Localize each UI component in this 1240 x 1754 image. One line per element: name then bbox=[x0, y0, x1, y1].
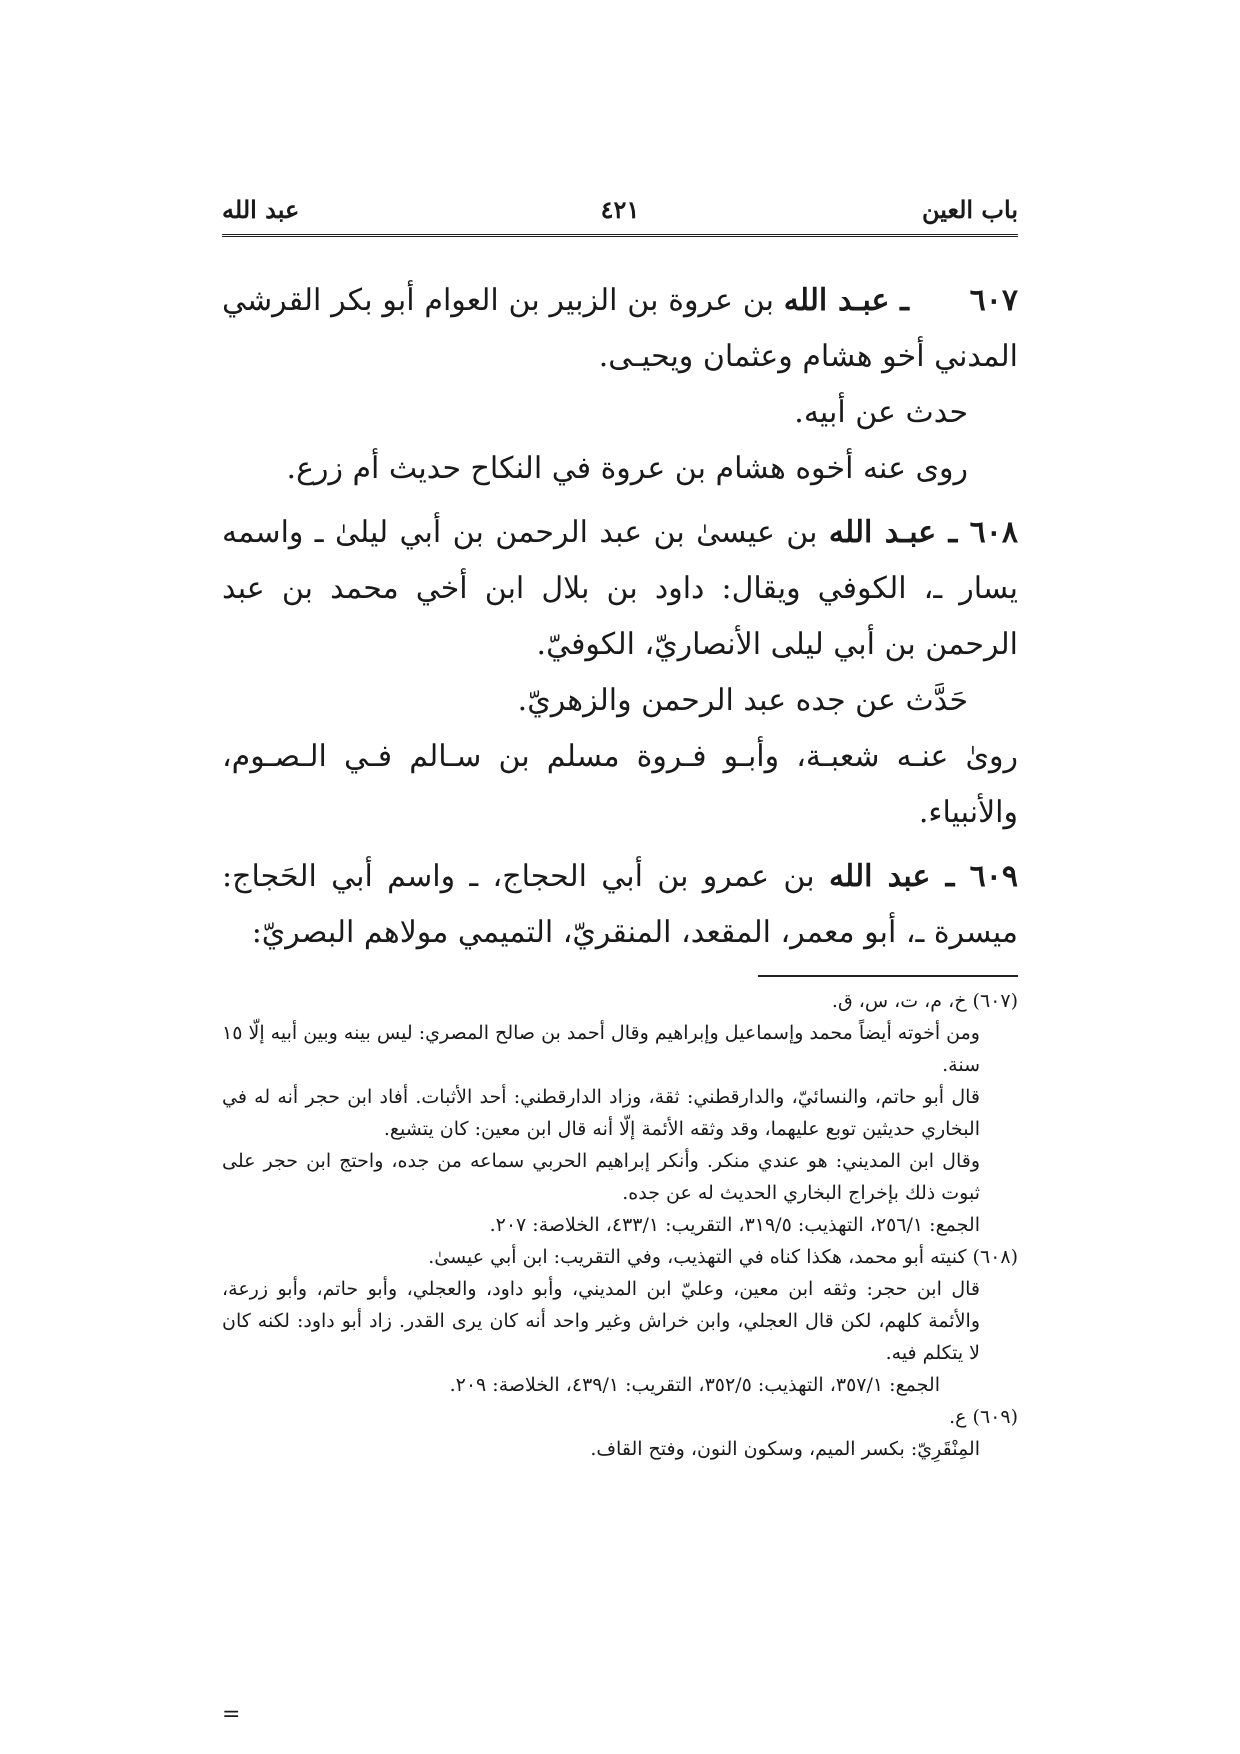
footnote-rule bbox=[758, 975, 1018, 977]
entry-607 bbox=[222, 273, 1018, 497]
section-title: عبد الله bbox=[222, 195, 300, 224]
page-number: ٤٢١ bbox=[600, 195, 640, 224]
footnote-line: الجمع: ٢٥٦/١، التهذيب: ٣١٩/٥، التقريب: ٤٣٣/١، الخلاصة: ٢٠٧. bbox=[489, 1214, 980, 1236]
entry-608 bbox=[222, 505, 1018, 841]
entry-number: ٦٠٩ bbox=[969, 859, 1018, 894]
footnote-line: (٦٠٩) ع. bbox=[949, 1406, 1018, 1428]
entry-line: حدث عن أبيه. bbox=[794, 395, 968, 430]
entry-heading: ٦٠٧ ـ عبـد الله بن عروة بن الزبير بن العوام أبو بكر القرشي المدني أخو هشام وعثمان ويحيـى. bbox=[222, 283, 1018, 374]
entry-number: ٦٠٨ bbox=[969, 515, 1018, 550]
chapter-title: باب العين bbox=[921, 195, 1018, 224]
footnote-line: قال ابن حجر: وثقه ابن معين، وعليّ ابن المديني، وأبو داود، والعجلي، وأبو حاتم، وأبو زرعة، والأئمة كلهم، لكن قال العجلي، وابن خراش وغير واحد أنه كان يرى القدر. زاد أبو داود: لكنه كان لا يتكلم فيه. bbox=[222, 1278, 980, 1364]
entry-heading: ٦٠٨ ـ عبـد الله بن عيسىٰ بن عبد الرحمن بن أبي ليلىٰ ـ واسمه يسار ـ، الكوفي ويقال: داود بن بلال ابن أخي محمد بن عبد الرحمن بن أبي ليلى الأنصاريّ، الكوفيّ. bbox=[222, 515, 1018, 662]
entry-609 bbox=[222, 849, 1018, 961]
header-rule bbox=[222, 234, 1018, 237]
footnote-line: الجمع: ٣٥٧/١، التهذيب: ٣٥٢/٥، التقريب: ٤٣٩/١، الخلاصة: ٢٠٩. bbox=[449, 1374, 940, 1396]
footnote-line: ومن أخوته أيضاً محمد وإسماعيل وإبراهيم وقال أحمد بن صالح المصري: ليس بينه وبين أبيه إلّا ١٥ سنة. bbox=[222, 1022, 980, 1076]
entry-line: حَدَّث عن جده عبد الرحمن والزهريّ. bbox=[517, 683, 968, 718]
entry-heading: ٦٠٩ ـ عبد الله بن عمرو بن أبي الحجاج، ـ واسم أبي الحَجاج: ميسرة ـ، أبو معمر، المقعد، المنقريّ، التميمي مولاهم البصريّ: bbox=[222, 859, 1018, 950]
main-text bbox=[222, 265, 1018, 961]
entry-intro: بن عيسىٰ بن عبد الرحمن بن أبي ليلىٰ ـ واسمه يسار ـ، الكوفي ويقال: داود بن بلال ابن أخي محمد بن عبد الرحمن بن أبي ليلى الأنصاريّ، الكوفيّ. bbox=[222, 515, 1018, 662]
page-header bbox=[222, 195, 1018, 229]
continuation-mark: = bbox=[222, 1702, 241, 1727]
entry-name: عبـد الله bbox=[783, 283, 890, 318]
entry-name: عبـد الله bbox=[828, 515, 937, 550]
entry-intro: بن عروة بن الزبير بن العوام أبو بكر القرشي المدني أخو هشام وعثمان ويحيـى. bbox=[222, 283, 1018, 374]
footnote-line: (٦٠٨) كنيته أبو محمد، هكذا كناه في التهذيب، وفي التقريب: ابن أبي عيسىٰ. bbox=[428, 1246, 1018, 1268]
entry-name: عبد الله bbox=[828, 859, 931, 894]
footnote-line: المِنْقَرِيّ: بكسر الميم، وسكون النون، وفتح القاف. bbox=[590, 1438, 980, 1460]
footnote-line: (٦٠٧) خ، م، ت، س، ق. bbox=[831, 990, 1018, 1012]
book-page bbox=[222, 0, 1018, 1754]
entry-line: روى عنه أخوه هشام بن عروة في النكاح حديث أم زرع. bbox=[286, 451, 968, 486]
footnote-line: قال أبو حاتم، والنسائيّ، والدارقطني: ثقة، وزاد الدارقطني: أحد الأثبات. أفاد ابن حجر أنه له في البخاري حديثين توبع عليهما، وقد وثقه الأئمة إلّا أنه قال ابن معين: كان يتشيع. bbox=[222, 1086, 980, 1140]
entry-line: روىٰ عنـه شعبـة، وأبـو فـروة مسلم بن سـالم فـي الـصـوم، والأنبياء. bbox=[222, 739, 1018, 830]
entry-number: ٦٠٧ bbox=[969, 283, 1018, 318]
footnote-line: وقال ابن المديني: هو عندي منكر. وأنكر إبراهيم الحربي سماعه من جده، واحتج ابن حجر على ثبوت ذلك بإخراج البخاري الحديث له عن جده. bbox=[222, 1150, 980, 1204]
entry-intro: بن عمرو بن أبي الحجاج، ـ واسم أبي الحَجاج: ميسرة ـ، أبو معمر، المقعد، المنقريّ، التميمي مولاهم البصريّ: bbox=[222, 859, 1018, 950]
footnotes bbox=[222, 985, 1018, 1465]
